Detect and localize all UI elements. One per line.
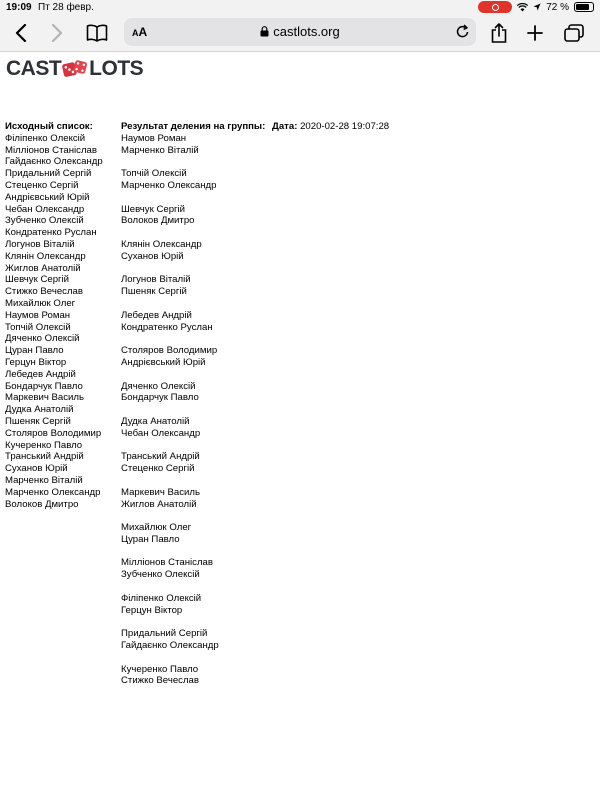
result-group	[121, 487, 401, 511]
source-list-item: Мілліонов Станіслав	[5, 144, 97, 156]
result-group	[121, 557, 401, 581]
source-list-item: Бондарчук Павло	[5, 380, 83, 392]
source-list-item: Маркевич Василь	[5, 392, 85, 404]
source-list-item: Зубченко Олексій	[5, 215, 84, 227]
logo-text-left: CAST	[6, 57, 62, 80]
group-member: Стеценко Сергій	[121, 463, 195, 475]
group-member: Кучеренко Павло	[121, 663, 199, 675]
back-button[interactable]	[8, 20, 34, 46]
source-list-item: Волоков Дмитро	[5, 498, 79, 510]
status-indicators	[478, 1, 594, 13]
chevron-right-icon	[51, 24, 63, 42]
source-list-item: Цуран Павло	[5, 345, 64, 357]
share-icon	[491, 23, 507, 43]
group-member: Стижко Вечеслав	[121, 675, 199, 687]
group-member: Філіпенко Олексій	[121, 592, 202, 604]
group-member: Столяров Володимир	[121, 345, 218, 357]
date-value: 2020-02-28 19:07:28	[300, 121, 390, 132]
date-label: Дата:	[271, 121, 298, 132]
source-list-item: Стижко Вечеслав	[5, 286, 83, 298]
source-list-item: Лебедев Андрій	[5, 368, 76, 380]
source-list-item: Придальний Сергій	[5, 168, 92, 180]
source-list-item: Дудка Анатолій	[5, 404, 74, 416]
book-icon	[86, 24, 108, 42]
group-member: Топчій Олексій	[121, 168, 187, 180]
result-group	[121, 204, 401, 228]
source-names	[5, 133, 117, 511]
group-member: Михайлюк Олег	[121, 522, 192, 534]
site-logo[interactable]	[6, 58, 143, 80]
source-list-heading: Исходный список:	[5, 121, 93, 132]
result-group	[121, 381, 401, 405]
bookmarks-button[interactable]	[84, 20, 110, 46]
source-list-item: Стеценко Сергій	[5, 179, 79, 191]
result-group	[121, 310, 401, 334]
battery-icon	[574, 2, 594, 12]
group-member: Цуран Павло	[121, 533, 180, 545]
tabs-icon	[564, 24, 584, 42]
source-list-item: Філіпенко Олексій	[5, 132, 86, 144]
group-member: Герцун Віктор	[121, 604, 183, 616]
status-bar	[0, 0, 600, 14]
group-member: Марченко Віталій	[121, 144, 199, 156]
group-member: Логунов Віталій	[121, 274, 191, 286]
group-member: Мілліонов Станіслав	[121, 557, 213, 569]
source-list-item: Гайдаєнко Олександр	[5, 156, 103, 168]
source-list-item: Кондратенко Руслан	[5, 227, 97, 239]
group-member: Зубченко Олексій	[121, 569, 200, 581]
plus-icon	[527, 25, 543, 41]
source-list-item: Андрієвський Юрій	[5, 191, 90, 203]
group-member: Суханов Юрій	[121, 250, 184, 262]
url-display[interactable]	[124, 24, 476, 39]
address-bar[interactable]	[124, 18, 476, 46]
source-list-item: Кучеренко Павло	[5, 439, 83, 451]
group-member: Волоков Дмитро	[121, 215, 195, 227]
result-heading: Результат деления на группы:	[121, 121, 266, 132]
group-member: Маркевич Василь	[121, 486, 201, 498]
result-group	[121, 664, 401, 688]
source-list-item: Транський Андрій	[5, 451, 84, 463]
source-list-item: Пшеняк Сергій	[5, 415, 71, 427]
result-group	[121, 451, 401, 475]
reload-icon[interactable]	[455, 24, 470, 39]
source-list-item: Жиглов Анатолій	[5, 262, 81, 274]
status-time: 19:09	[6, 2, 32, 13]
result-group	[121, 168, 401, 192]
group-member: Придальний Сергій	[121, 628, 208, 640]
group-member: Жиглов Анатолій	[121, 498, 197, 510]
group-member: Транський Андрій	[121, 451, 200, 463]
result-group	[121, 133, 401, 157]
forward-button[interactable]	[44, 20, 70, 46]
source-list-item: Столяров Володимир	[5, 427, 102, 439]
source-list-item: Клянін Олександр	[5, 250, 86, 262]
status-date: Пт 28 февр.	[38, 2, 94, 13]
source-list-item: Логунов Віталій	[5, 238, 75, 250]
text-size-button[interactable]: AA	[132, 25, 148, 39]
screen-recording-icon[interactable]	[478, 1, 512, 13]
group-member: Клянін Олександр	[121, 238, 202, 250]
url-text: castlots.org	[273, 24, 340, 39]
dice-icon	[62, 58, 88, 80]
browser-toolbar	[0, 14, 600, 52]
source-list-item: Чебан Олександр	[5, 203, 85, 215]
logo-text-right: LOTS	[89, 57, 144, 80]
source-list-item: Герцун Віктор	[5, 356, 67, 368]
result-group	[121, 522, 401, 546]
source-list-item: Суханов Юрій	[5, 463, 68, 475]
location-arrow-icon	[533, 3, 541, 11]
result-group	[121, 274, 401, 298]
group-member: Бондарчук Павло	[121, 392, 199, 404]
group-member: Пшеняк Сергій	[121, 286, 187, 298]
wifi-icon	[517, 3, 528, 12]
result-group	[121, 345, 401, 369]
chevron-left-icon	[15, 24, 27, 42]
group-member: Лебедев Андрій	[121, 309, 192, 321]
group-member: Гайдаєнко Олександр	[121, 640, 219, 652]
lock-icon	[260, 26, 269, 37]
source-list-item: Марченко Олександр	[5, 486, 101, 498]
group-member: Марченко Олександр	[121, 179, 217, 191]
group-member: Шевчук Сергій	[121, 203, 186, 215]
source-list-item: Дяченко Олексій	[5, 333, 80, 345]
result-group	[121, 628, 401, 652]
source-list-item: Марченко Віталій	[5, 474, 83, 486]
group-member: Наумов Роман	[121, 132, 187, 144]
group-member: Чебан Олександр	[121, 427, 201, 439]
source-list-item: Михайлюк Олег	[5, 297, 76, 309]
result-group	[121, 239, 401, 263]
group-member: Андрієвський Юрій	[121, 356, 206, 368]
group-member: Кондратенко Руслан	[121, 321, 213, 333]
result-header	[121, 121, 401, 133]
source-list-item: Шевчук Сергій	[5, 274, 70, 286]
battery-percent: 72 %	[546, 1, 569, 13]
group-member: Дудка Анатолій	[121, 415, 190, 427]
result-groups	[121, 133, 401, 687]
tabs-overview-button[interactable]	[561, 20, 587, 46]
result-section	[121, 121, 401, 699]
share-button[interactable]	[486, 20, 512, 46]
new-tab-button[interactable]	[522, 20, 548, 46]
source-list	[5, 121, 117, 510]
source-list-item: Наумов Роман	[5, 309, 71, 321]
result-group	[121, 416, 401, 440]
group-member: Дяченко Олексій	[121, 380, 196, 392]
result-group	[121, 593, 401, 617]
source-list-item: Топчій Олексій	[5, 321, 71, 333]
